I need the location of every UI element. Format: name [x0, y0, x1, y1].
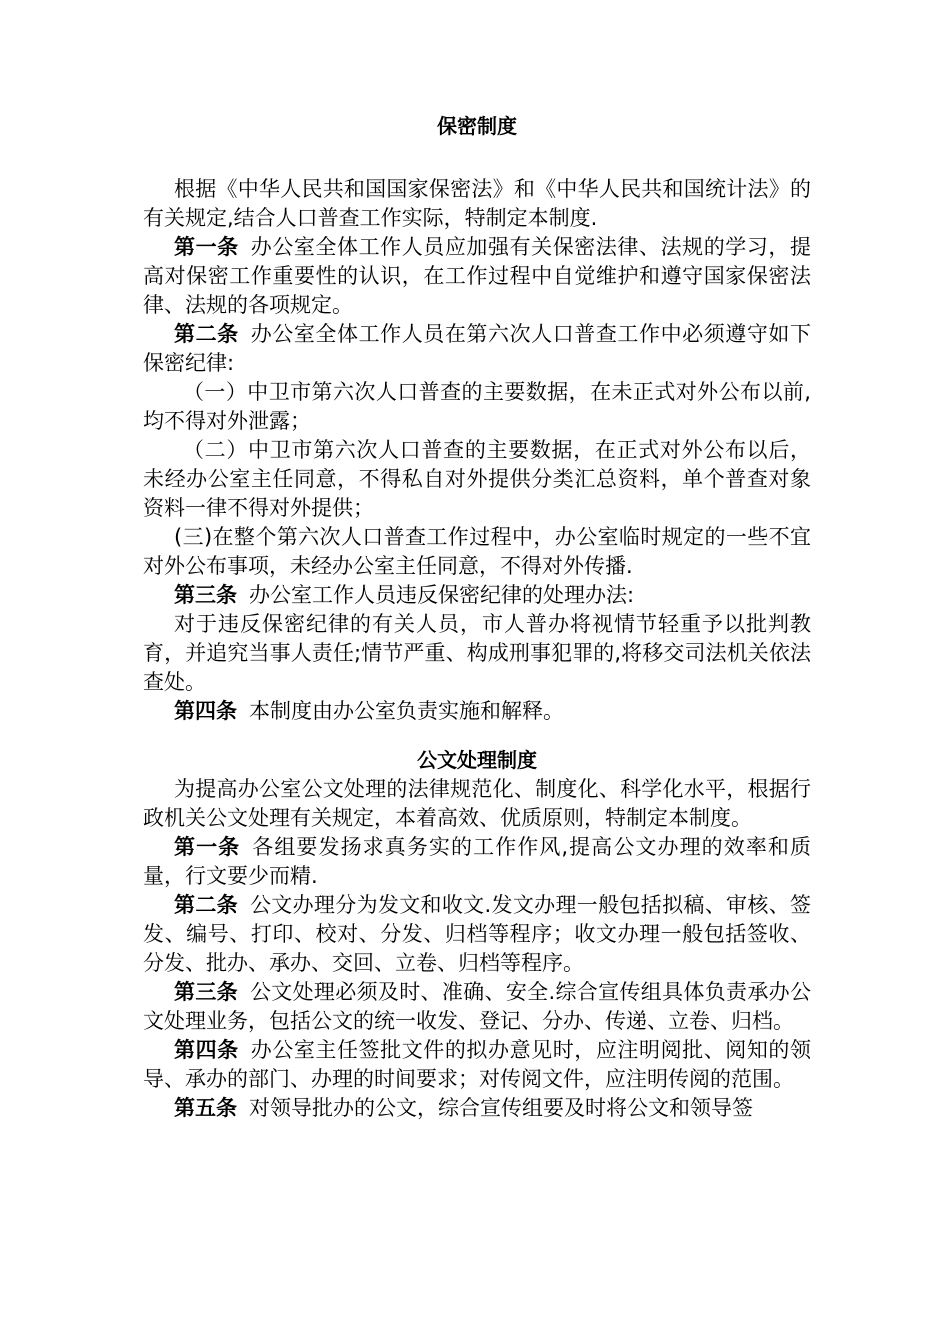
document-page [143, 112, 811, 1123]
article-paragraph [143, 1036, 811, 1094]
section-title-document-handling: 公文处理制度 [417, 748, 537, 772]
article-paragraph [143, 581, 811, 610]
article-paragraph [143, 697, 811, 726]
article-label: 第五条 [174, 1096, 237, 1120]
list-item: （二）中卫市第六次人口普查的主要数据，在正式对外公布以后，未经办公室主任同意，不得私自对外提供分类汇总资料，单个普查对象资料一律不得对外提供； [143, 438, 811, 520]
intro-paragraph: 根据《中华人民共和国国家保密法》和《中华人民共和国统计法》的有关规定,结合人口普查工作实际，特制定本制度. [143, 177, 811, 230]
list-item: （一）中卫市第六次人口普查的主要数据，在未正式对外公布以前,均不得对外泄露； [143, 380, 811, 433]
article-label: 第二条 [174, 322, 239, 346]
article-text: 对领导批办的公文，综合宣传组要及时将公文和领导签 [249, 1096, 753, 1120]
article-label: 第三条 [174, 980, 238, 1004]
article-text: 公文处理必须及时、准确、安全.综合宣传组具体负责承办公文处理业务，包括公文的统一收发、登记、分办、传递、立卷、归档。 [143, 980, 811, 1033]
section-title-confidentiality: 保密制度 [437, 114, 517, 138]
article-label: 第三条 [174, 583, 237, 607]
article-paragraph [143, 320, 811, 378]
article-paragraph [143, 233, 811, 320]
article-text: 办公室主任签批文件的拟办意见时，应注明阅批、阅知的领导、承办的部门、办理的时间要求；对传阅文件，应注明传阅的范围。 [143, 1038, 812, 1091]
article-label: 第一条 [174, 235, 239, 259]
article-text: 本制度由办公室负责实施和解释。 [249, 699, 564, 723]
article-label: 第四条 [174, 699, 237, 723]
article-text: 办公室工作人员违反保密纪律的处理办法: [249, 583, 635, 607]
article-text: 各组要发扬求真务实的工作作风,提高公文办理的效率和质量，行文要少而精. [143, 835, 811, 888]
intro-paragraph: 为提高办公室公文处理的法律规范化、制度化、科学化水平，根据行政机关公文处理有关规定，本着高效、优质原则，特制定本制度。 [143, 777, 811, 830]
article-text: 办公室全体工作人员在第六次人口普查工作中必须遵守如下保密纪律: [143, 322, 812, 375]
article-label: 第一条 [174, 835, 241, 859]
article-text: 公文办理分为发文和收文.发文办理一般包括拟稿、审核、签发、编号、打印、校对、分发、归档等程序；收文办理一般包括签收、分发、批办、承办、交回、立卷、归档等程序。 [143, 893, 811, 975]
article-paragraph [143, 891, 811, 978]
article-paragraph [143, 978, 811, 1036]
article-paragraph [143, 833, 811, 891]
article-body: 对于违反保密纪律的有关人员，市人普办将视情节轻重予以批判教育，并追究当事人责任;情节严重、构成刑事犯罪的,将移交司法机关依法查处。 [143, 612, 811, 694]
article-label: 第四条 [174, 1038, 239, 1062]
article-label: 第二条 [174, 893, 238, 917]
list-item: (三)在整个第六次人口普查工作过程中，办公室临时规定的一些不宜对外公布事项，未经办公室主任同意，不得对外传播. [143, 525, 811, 578]
article-text: 办公室全体工作人员应加强有关保密法律、法规的学习，提高对保密工作重要性的认识，在工作过程中自觉维护和遵守国家保密法律、法规的各项规定。 [143, 235, 812, 317]
article-paragraph [143, 1094, 811, 1123]
